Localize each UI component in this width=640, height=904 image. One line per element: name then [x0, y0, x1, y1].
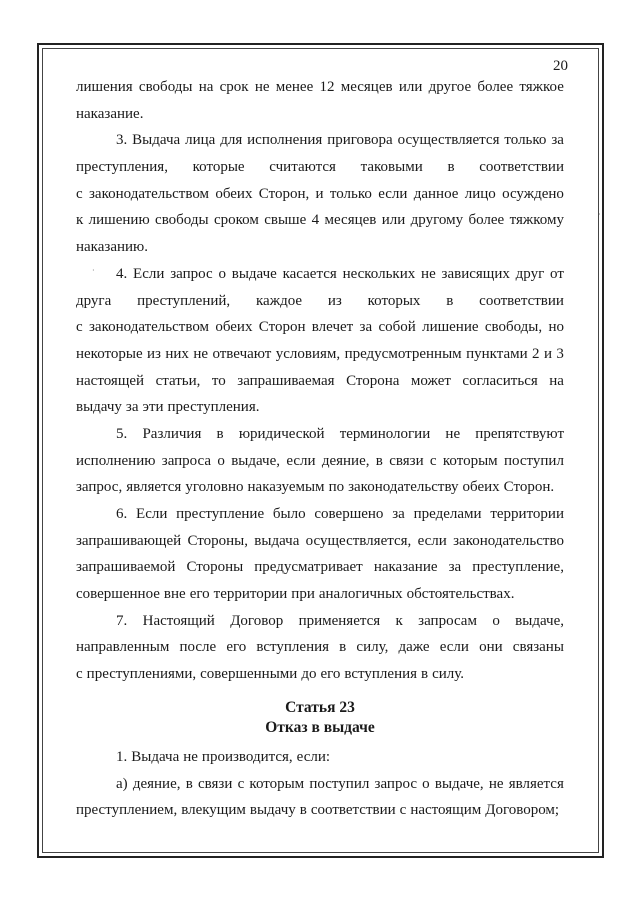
paragraph-p6: [76, 501, 564, 608]
text-line: [76, 608, 564, 635]
word: Стороны: [186, 559, 244, 576]
word: наказание.: [76, 105, 144, 122]
word: при: [291, 586, 315, 603]
word: данное: [413, 185, 459, 202]
text-line: [76, 101, 564, 128]
word: запрос: [170, 265, 213, 282]
word: и: [543, 345, 552, 362]
word: является: [508, 775, 564, 792]
word: преступлением,: [76, 802, 178, 819]
word: аналогичных: [318, 586, 403, 603]
word: преступления,: [76, 159, 168, 176]
text-line: [76, 368, 564, 395]
word: приговора: [327, 132, 393, 149]
word: влечет: [311, 319, 354, 336]
paragraph-a1a: [76, 771, 564, 824]
word: законодательству: [348, 479, 459, 496]
word: в: [375, 452, 383, 469]
word: пунктами: [466, 345, 528, 362]
word: только: [329, 185, 372, 202]
word: месяцев: [324, 212, 377, 229]
word: 7.: [116, 612, 128, 629]
word: законодательством: [88, 319, 210, 336]
text-line: [76, 234, 564, 261]
word: или: [381, 212, 406, 229]
word: не: [254, 79, 270, 95]
word: силу.: [432, 666, 465, 683]
word: свободы,: [484, 319, 543, 336]
word: тяжкому: [509, 212, 564, 229]
word: уголовно: [185, 479, 244, 496]
word: наказанию.: [76, 239, 148, 256]
word: считаются: [269, 159, 336, 176]
word: осуществляется,: [305, 532, 412, 549]
word: то: [211, 372, 226, 389]
text-line: [76, 154, 564, 181]
word: эти: [142, 399, 164, 416]
word: обеих: [215, 319, 253, 336]
text-line: [76, 581, 564, 608]
word: месяцев: [340, 79, 393, 95]
word: совершенное: [76, 586, 160, 603]
word: них: [165, 345, 189, 362]
word: Сторон: [258, 319, 306, 336]
word: законодательство: [453, 532, 564, 549]
word: вне: [163, 586, 186, 603]
word: его: [226, 639, 247, 656]
word: свыше: [264, 212, 307, 229]
text-line: [76, 797, 564, 824]
word: другое: [428, 79, 472, 95]
word: влекущим: [181, 802, 246, 819]
text-line: [76, 127, 564, 154]
paragraph-p3: [76, 127, 564, 260]
word: выдаче,: [515, 612, 564, 629]
word: в: [185, 775, 193, 792]
word: для: [220, 132, 243, 149]
word: более: [468, 212, 505, 229]
word: поступил: [503, 452, 564, 469]
word: о: [422, 775, 430, 792]
word: Договор: [230, 612, 284, 629]
word: тяжкое: [519, 79, 564, 95]
word: если: [378, 185, 408, 202]
word: не: [445, 425, 461, 442]
word: запрашиваемой: [76, 559, 176, 576]
document-body: [76, 74, 564, 824]
margin-mark: ·: [92, 266, 95, 275]
word: которым: [249, 775, 305, 792]
word: не: [193, 345, 209, 362]
word: с: [76, 185, 83, 202]
word: друг: [515, 265, 545, 282]
word: юридической: [238, 425, 325, 442]
word: которых: [367, 292, 421, 309]
word: и: [315, 185, 324, 202]
word: собой: [378, 319, 416, 336]
word: запрашиваемая: [237, 372, 335, 389]
text-line: [76, 501, 564, 528]
word: совершенными: [200, 666, 298, 683]
word: выдачу: [76, 399, 122, 416]
word: не: [183, 748, 198, 765]
article-number: Статья 23: [285, 698, 355, 716]
word: они: [479, 639, 503, 656]
word: Договором;: [485, 802, 560, 819]
word: от: [550, 265, 564, 282]
word: 3.: [116, 132, 128, 149]
text-line: [76, 207, 564, 234]
text-line: [76, 661, 564, 688]
word: которые: [192, 159, 245, 176]
word: территории: [213, 586, 288, 603]
word: о: [492, 612, 500, 629]
word: с: [399, 802, 407, 819]
word: вступления: [344, 666, 418, 683]
word: нескольких: [342, 265, 416, 282]
word: касается: [282, 265, 337, 282]
word: отвечают: [212, 345, 272, 362]
word: некоторые: [76, 345, 143, 362]
text-line: [76, 421, 564, 448]
word: наказание: [373, 559, 438, 576]
word: пределами: [413, 506, 482, 522]
paragraphs-after-article: [76, 744, 564, 824]
word: за: [448, 559, 462, 576]
word: применяется: [298, 612, 381, 629]
paragraph-a1: [76, 744, 564, 771]
word: вступления: [256, 639, 330, 656]
word: соответствии: [479, 159, 564, 176]
word: выдаче,: [434, 775, 484, 792]
word: условиям,: [275, 345, 341, 362]
word: с: [76, 319, 83, 336]
word: каждое: [255, 292, 303, 309]
word: является: [126, 479, 182, 496]
word: другому: [410, 212, 464, 229]
word: его: [320, 666, 341, 683]
word: в: [446, 292, 454, 309]
word: срок: [219, 79, 249, 95]
word: исполнению: [76, 452, 156, 469]
word: с: [237, 775, 245, 792]
text-line: [76, 528, 564, 555]
word: связаны: [512, 639, 564, 656]
page-number: 20: [553, 58, 568, 74]
word: деяние,: [132, 775, 181, 792]
word: преступления.: [167, 399, 260, 416]
word: 12: [319, 79, 335, 95]
word: согласиться: [462, 372, 538, 389]
word: Сторона: [346, 372, 400, 389]
word: запрашивающей: [76, 532, 182, 549]
word: не: [488, 775, 504, 792]
word: по: [328, 479, 345, 496]
word: 3: [556, 345, 564, 362]
word: деяние,: [321, 452, 370, 469]
word: Стороны,: [187, 532, 248, 549]
word: за: [392, 506, 405, 522]
word: в: [421, 666, 429, 683]
word: Выдача: [131, 748, 180, 765]
word: законодательством: [88, 185, 210, 202]
text-line: [76, 314, 564, 341]
text-line: [76, 261, 564, 288]
text-line: [76, 474, 564, 501]
word: было: [272, 506, 306, 522]
word: запрос,: [76, 479, 123, 496]
word: лишению: [88, 212, 150, 229]
paragraph-p7: [76, 608, 564, 688]
word: преступлениями,: [86, 666, 197, 683]
text-line: [76, 634, 564, 661]
word: запрос: [374, 775, 417, 792]
paragraph-p-cont: [76, 74, 564, 127]
paragraphs-before-article: [76, 74, 564, 688]
text-line: [76, 771, 564, 798]
text-line: [76, 394, 564, 421]
word: на: [198, 79, 214, 95]
word: выдача: [254, 532, 300, 549]
word: свободы: [138, 79, 193, 95]
word: лица: [185, 132, 216, 149]
word: настоящей: [76, 372, 145, 389]
word: лишение: [422, 319, 479, 336]
word: преступление: [176, 506, 265, 522]
word: которым: [442, 452, 498, 469]
word: преступление,: [472, 559, 564, 576]
word: если: [286, 452, 316, 469]
word: Сторон,: [258, 185, 310, 202]
word: если:: [296, 748, 331, 765]
word: выдаче,: [231, 452, 280, 469]
text-line: [76, 74, 564, 101]
word: может: [410, 372, 451, 389]
word: настоящим: [410, 802, 482, 819]
word: исполнения: [247, 132, 323, 149]
word: не: [421, 265, 436, 282]
word: за: [359, 319, 373, 336]
article-title: Отказ в выдаче: [265, 718, 375, 736]
word: производится,: [201, 748, 293, 765]
word: в: [447, 159, 455, 176]
word: в: [216, 425, 224, 442]
text-line: [76, 744, 564, 771]
word: 5.: [116, 425, 128, 442]
word: сроком: [213, 212, 259, 229]
word: 6.: [116, 506, 128, 522]
word: или: [398, 79, 423, 95]
word: до: [301, 666, 317, 683]
word: направленным: [76, 639, 170, 656]
word: 4: [311, 212, 320, 229]
word: с: [429, 452, 437, 469]
word: если: [417, 532, 447, 549]
word: статьи,: [155, 372, 201, 389]
word: силу,: [356, 639, 389, 656]
word: связи: [197, 775, 233, 792]
word: 4.: [116, 265, 128, 282]
word: даже: [398, 639, 430, 656]
word: Если: [133, 265, 165, 282]
word: соответствии: [310, 802, 396, 819]
word: Если: [136, 506, 168, 522]
word: запроса: [161, 452, 212, 469]
word: соответствии: [479, 292, 564, 309]
word: лицо: [464, 185, 496, 202]
word: Выдача: [132, 132, 181, 149]
word: о: [218, 265, 226, 282]
word: обеих: [215, 185, 253, 202]
word: зависящих: [441, 265, 510, 282]
word: предусматривает: [254, 559, 363, 576]
word: совершено: [314, 506, 384, 522]
word: Различия: [142, 425, 202, 442]
word: но: [548, 319, 564, 336]
word: из: [147, 345, 161, 362]
word: с: [76, 666, 83, 683]
word: свободы: [155, 212, 209, 229]
word: препятствуют: [475, 425, 564, 442]
word: более: [477, 79, 514, 95]
text-line: [76, 448, 564, 475]
word: преступлений,: [137, 292, 231, 309]
word: к: [76, 212, 84, 229]
word: после: [179, 639, 217, 656]
word: только: [504, 132, 547, 149]
margin-mark: ·: [598, 210, 601, 219]
word: Сторон.: [503, 479, 555, 496]
word: менее: [275, 79, 314, 95]
word: терминологии: [339, 425, 431, 442]
text-line: [76, 288, 564, 315]
word: запросам: [418, 612, 477, 629]
word: лишения: [76, 79, 133, 95]
word: в: [299, 802, 307, 819]
word: выдачу: [249, 802, 296, 819]
word: за: [551, 132, 564, 149]
word: предусмотренным: [344, 345, 462, 362]
text-line: [76, 341, 564, 368]
text-line: [76, 554, 564, 581]
paragraph-p4: [76, 261, 564, 421]
word: в: [339, 639, 347, 656]
word: Настоящий: [142, 612, 215, 629]
word: осуществляется: [397, 132, 500, 149]
word: обстоятельствах.: [406, 586, 515, 603]
word: наказуемым: [247, 479, 325, 496]
word: его: [189, 586, 210, 603]
word: связи: [389, 452, 424, 469]
text-line: [76, 181, 564, 208]
word: а): [116, 775, 128, 792]
word: за: [125, 399, 139, 416]
word: выдаче: [231, 265, 277, 282]
word: территории: [490, 506, 564, 522]
word: если: [439, 639, 469, 656]
word: о: [217, 452, 225, 469]
paragraph-p5: [76, 421, 564, 501]
word: к: [395, 612, 403, 629]
word: на: [549, 372, 564, 389]
word: 1.: [116, 748, 128, 765]
word: осуждено: [502, 185, 564, 202]
word: поступил: [309, 775, 370, 792]
word: из: [327, 292, 342, 309]
word: 2: [532, 345, 540, 362]
word: таковыми: [360, 159, 423, 176]
word: друга: [76, 292, 112, 309]
word: обеих: [462, 479, 500, 496]
